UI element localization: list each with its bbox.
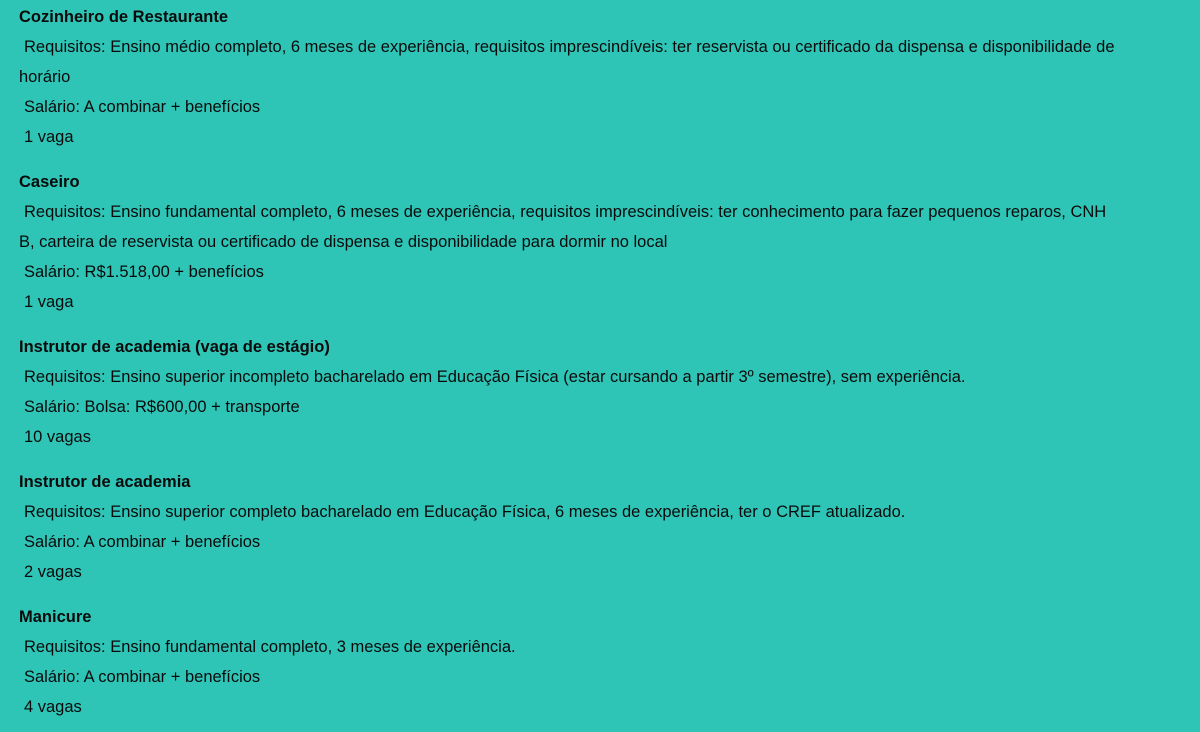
job-title: Caseiro [19, 173, 80, 191]
job-title: Manicure [19, 608, 92, 626]
job-title: Instrutor de academia [19, 473, 191, 491]
job-salary: Salário: R$1.518,00 + benefícios [24, 263, 264, 281]
job-title: Instrutor de academia (vaga de estágio) [19, 338, 330, 356]
job-requirements: Requisitos: Ensino fundamental completo, 3 meses de experiência. [24, 638, 516, 656]
job-openings: 4 vagas [24, 698, 82, 716]
job-requirements: Requisitos: Ensino superior completo bacharelado em Educação Física, 6 meses de experiência, ter o CREF atualizado. [24, 503, 906, 521]
job-salary: Salário: A combinar + benefícios [24, 98, 261, 116]
job-listing-caseiro [19, 167, 1200, 317]
job-listing-cozinheiro [19, 2, 1200, 152]
job-requirements: Requisitos: Ensino médio completo, 6 meses de experiência, requisitos imprescindíveis: ter reservista ou certificado da dispensa e disponibilidade de horário [19, 38, 1115, 86]
job-listing-manicure [19, 602, 1200, 722]
job-listing-instrutor-estagio [19, 332, 1200, 452]
job-title: Cozinheiro de Restaurante [19, 8, 229, 26]
job-openings: 10 vagas [24, 428, 91, 446]
job-listing-instrutor [19, 467, 1200, 587]
job-salary: Salário: A combinar + benefícios [24, 533, 261, 551]
job-salary: Salário: A combinar + benefícios [24, 668, 261, 686]
job-openings: 2 vagas [24, 563, 82, 581]
job-salary: Salário: Bolsa: R$600,00 + transporte [24, 398, 300, 416]
job-requirements: Requisitos: Ensino fundamental completo, 6 meses de experiência, requisitos imprescindíveis: ter conhecimento para fazer pequenos reparos, CNH B, carteira de reservista ou certificado de dispensa e disponibilidade para dormir no local [19, 203, 1107, 251]
job-openings: 1 vaga [24, 293, 74, 311]
job-requirements: Requisitos: Ensino superior incompleto bacharelado em Educação Física (estar cursando a partir 3º semestre), sem experiência. [24, 368, 966, 386]
job-openings: 1 vaga [24, 128, 74, 146]
